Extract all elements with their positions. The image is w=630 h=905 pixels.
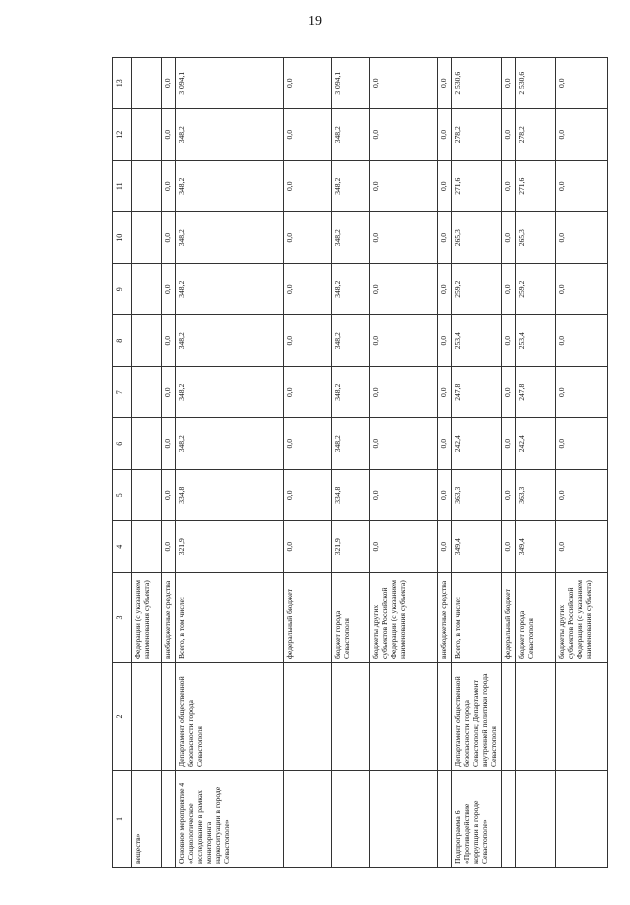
value-cell: 348,2 bbox=[176, 109, 284, 161]
table-row bbox=[176, 58, 284, 868]
value-cell: 247,8 bbox=[452, 367, 502, 419]
value-cell: 0,0 bbox=[438, 212, 452, 264]
cell-c1 bbox=[555, 771, 607, 868]
value-cell: 259,2 bbox=[515, 264, 555, 316]
cell-c3: Всего, в том числе: bbox=[452, 573, 502, 663]
value-cell: 348,2 bbox=[332, 212, 370, 264]
value-cell: 0,0 bbox=[438, 109, 452, 161]
value-cell: 0,0 bbox=[284, 161, 332, 213]
value-cell: 3 094,1 bbox=[176, 58, 284, 110]
value-cell: 0,0 bbox=[370, 58, 438, 110]
value-cell: 0,0 bbox=[284, 264, 332, 316]
table-row bbox=[438, 58, 452, 868]
column-header: 13 bbox=[113, 58, 132, 110]
value-cell: 348,2 bbox=[176, 315, 284, 367]
value-cell bbox=[132, 58, 162, 110]
value-cell: 0,0 bbox=[162, 470, 176, 522]
value-cell: 0,0 bbox=[555, 521, 607, 573]
value-cell: 0,0 bbox=[501, 315, 515, 367]
cell-c3: Федерации (с указанием наименования субъекта) bbox=[132, 573, 162, 663]
cell-c1 bbox=[501, 771, 515, 868]
value-cell: 0,0 bbox=[555, 418, 607, 470]
value-cell: 0,0 bbox=[162, 58, 176, 110]
column-header: 7 bbox=[113, 367, 132, 419]
value-cell: 0,0 bbox=[501, 58, 515, 110]
table-row bbox=[452, 58, 502, 868]
value-cell: 334,8 bbox=[332, 470, 370, 522]
column-header: 8 bbox=[113, 315, 132, 367]
rotated-table-container bbox=[112, 58, 593, 868]
value-cell: 271,6 bbox=[515, 161, 555, 213]
value-cell bbox=[132, 161, 162, 213]
value-cell: 259,2 bbox=[452, 264, 502, 316]
value-cell: 0,0 bbox=[284, 367, 332, 419]
value-cell: 0,0 bbox=[501, 521, 515, 573]
value-cell: 278,2 bbox=[515, 109, 555, 161]
value-cell: 0,0 bbox=[438, 521, 452, 573]
value-cell: 242,4 bbox=[515, 418, 555, 470]
value-cell: 0,0 bbox=[370, 264, 438, 316]
value-cell: 321,9 bbox=[332, 521, 370, 573]
value-cell: 0,0 bbox=[162, 212, 176, 264]
value-cell: 0,0 bbox=[162, 315, 176, 367]
value-cell: 0,0 bbox=[284, 418, 332, 470]
value-cell: 2 530,6 bbox=[452, 58, 502, 110]
cell-c1 bbox=[162, 771, 176, 868]
cell-c3: внебюджетные средства bbox=[438, 573, 452, 663]
column-header: 6 bbox=[113, 418, 132, 470]
table-row bbox=[515, 58, 555, 868]
cell-c2 bbox=[332, 663, 370, 771]
value-cell: 349,4 bbox=[452, 521, 502, 573]
value-cell: 0,0 bbox=[284, 470, 332, 522]
value-cell: 348,2 bbox=[176, 367, 284, 419]
value-cell: 348,2 bbox=[176, 264, 284, 316]
value-cell: 348,2 bbox=[332, 367, 370, 419]
value-cell: 0,0 bbox=[438, 418, 452, 470]
value-cell: 348,2 bbox=[332, 109, 370, 161]
value-cell: 0,0 bbox=[162, 367, 176, 419]
cell-c1 bbox=[438, 771, 452, 868]
value-cell: 0,0 bbox=[501, 109, 515, 161]
cell-c3: федеральный бюджет bbox=[284, 573, 332, 663]
value-cell: 348,2 bbox=[176, 161, 284, 213]
value-cell: 0,0 bbox=[555, 470, 607, 522]
table-row bbox=[555, 58, 607, 868]
value-cell: 0,0 bbox=[555, 58, 607, 110]
value-cell bbox=[132, 264, 162, 316]
table-wrapper bbox=[112, 58, 593, 868]
value-cell bbox=[132, 212, 162, 264]
cell-c3: бюджеты других субъектов Российской Федерации (с указанием наименования субъекта) bbox=[555, 573, 607, 663]
value-cell: 242,4 bbox=[452, 418, 502, 470]
value-cell: 348,2 bbox=[332, 264, 370, 316]
table-row bbox=[332, 58, 370, 868]
value-cell bbox=[132, 315, 162, 367]
cell-c3: Всего, в том числе: bbox=[176, 573, 284, 663]
table-row bbox=[284, 58, 332, 868]
cell-c2 bbox=[555, 663, 607, 771]
value-cell: 0,0 bbox=[370, 109, 438, 161]
value-cell: 265,3 bbox=[452, 212, 502, 264]
cell-c2: Департамент общественной безопасности города Севастополя; Департамент внутренней политики города Севастополя bbox=[452, 663, 502, 771]
cell-c3: федеральный бюджет bbox=[501, 573, 515, 663]
page-number: 19 bbox=[308, 14, 322, 29]
value-cell: 0,0 bbox=[555, 212, 607, 264]
cell-c1: веществ» bbox=[132, 771, 162, 868]
value-cell: 0,0 bbox=[370, 470, 438, 522]
value-cell: 0,0 bbox=[162, 521, 176, 573]
value-cell: 0,0 bbox=[370, 212, 438, 264]
cell-c2 bbox=[370, 663, 438, 771]
cell-c3: внебюджетные средства bbox=[162, 573, 176, 663]
value-cell: 0,0 bbox=[438, 264, 452, 316]
value-cell: 0,0 bbox=[162, 264, 176, 316]
column-header: 2 bbox=[113, 663, 132, 771]
value-cell: 0,0 bbox=[284, 521, 332, 573]
value-cell: 0,0 bbox=[555, 315, 607, 367]
cell-c3: бюджет города Севастополя bbox=[515, 573, 555, 663]
cell-c2: Департамент общественной безопасности города Севастополя bbox=[176, 663, 284, 771]
value-cell: 0,0 bbox=[370, 367, 438, 419]
table-row bbox=[501, 58, 515, 868]
value-cell: 247,8 bbox=[515, 367, 555, 419]
cell-c3: бюджеты других субъектов Российской Федерации (с указанием наименования субъекта) bbox=[370, 573, 438, 663]
cell-c2 bbox=[284, 663, 332, 771]
value-cell: 334,8 bbox=[176, 470, 284, 522]
value-cell: 0,0 bbox=[162, 109, 176, 161]
value-cell: 0,0 bbox=[370, 418, 438, 470]
column-header: 9 bbox=[113, 264, 132, 316]
value-cell: 348,2 bbox=[176, 418, 284, 470]
value-cell: 321,9 bbox=[176, 521, 284, 573]
value-cell: 348,2 bbox=[332, 315, 370, 367]
value-cell bbox=[132, 109, 162, 161]
value-cell: 0,0 bbox=[162, 418, 176, 470]
value-cell: 0,0 bbox=[555, 264, 607, 316]
table-row bbox=[370, 58, 438, 868]
value-cell: 0,0 bbox=[501, 161, 515, 213]
value-cell: 0,0 bbox=[370, 521, 438, 573]
column-header: 1 bbox=[113, 771, 132, 868]
column-header: 11 bbox=[113, 161, 132, 213]
column-header: 5 bbox=[113, 470, 132, 522]
value-cell: 349,4 bbox=[515, 521, 555, 573]
value-cell: 271,6 bbox=[452, 161, 502, 213]
column-header: 3 bbox=[113, 573, 132, 663]
cell-c1: Подпрограмма 6 «Противодействие коррупции в городе Севастополе» bbox=[452, 771, 502, 868]
cell-c1: Основное мероприятие 4 «Социологическое исследование в рамках мониторинга наркоситуации в городе Севастополе» bbox=[176, 771, 284, 868]
value-cell: 253,4 bbox=[515, 315, 555, 367]
value-cell: 348,2 bbox=[332, 161, 370, 213]
cell-c1 bbox=[370, 771, 438, 868]
value-cell bbox=[132, 367, 162, 419]
value-cell: 0,0 bbox=[555, 161, 607, 213]
value-cell: 0,0 bbox=[162, 161, 176, 213]
cell-c1 bbox=[515, 771, 555, 868]
cell-c2 bbox=[515, 663, 555, 771]
table-row bbox=[162, 58, 176, 868]
value-cell: 0,0 bbox=[438, 315, 452, 367]
value-cell: 0,0 bbox=[284, 109, 332, 161]
column-header: 4 bbox=[113, 521, 132, 573]
value-cell: 0,0 bbox=[370, 315, 438, 367]
table-body bbox=[113, 58, 608, 868]
value-cell: 3 094,1 bbox=[332, 58, 370, 110]
cell-c2 bbox=[438, 663, 452, 771]
cell-c2 bbox=[132, 663, 162, 771]
value-cell bbox=[132, 521, 162, 573]
value-cell: 0,0 bbox=[284, 212, 332, 264]
value-cell bbox=[132, 470, 162, 522]
cell-c1 bbox=[332, 771, 370, 868]
budget-table bbox=[112, 57, 608, 868]
header-row bbox=[113, 58, 132, 868]
value-cell: 278,2 bbox=[452, 109, 502, 161]
cell-c2 bbox=[501, 663, 515, 771]
table-row bbox=[132, 58, 162, 868]
value-cell: 363,3 bbox=[515, 470, 555, 522]
value-cell: 0,0 bbox=[438, 58, 452, 110]
value-cell bbox=[132, 418, 162, 470]
value-cell: 0,0 bbox=[555, 109, 607, 161]
cell-c2 bbox=[162, 663, 176, 771]
value-cell: 348,2 bbox=[332, 418, 370, 470]
cell-c1 bbox=[284, 771, 332, 868]
value-cell: 0,0 bbox=[501, 212, 515, 264]
cell-c3: бюджет города Севастополя bbox=[332, 573, 370, 663]
value-cell: 0,0 bbox=[501, 264, 515, 316]
value-cell: 0,0 bbox=[370, 161, 438, 213]
value-cell: 0,0 bbox=[501, 418, 515, 470]
value-cell: 0,0 bbox=[284, 315, 332, 367]
value-cell: 0,0 bbox=[438, 161, 452, 213]
value-cell: 0,0 bbox=[555, 367, 607, 419]
value-cell: 0,0 bbox=[501, 470, 515, 522]
value-cell: 348,2 bbox=[176, 212, 284, 264]
value-cell: 0,0 bbox=[501, 367, 515, 419]
value-cell: 253,4 bbox=[452, 315, 502, 367]
value-cell: 363,3 bbox=[452, 470, 502, 522]
value-cell: 0,0 bbox=[438, 367, 452, 419]
column-header: 10 bbox=[113, 212, 132, 264]
value-cell: 265,3 bbox=[515, 212, 555, 264]
value-cell: 0,0 bbox=[284, 58, 332, 110]
column-header: 12 bbox=[113, 109, 132, 161]
value-cell: 2 530,6 bbox=[515, 58, 555, 110]
value-cell: 0,0 bbox=[438, 470, 452, 522]
